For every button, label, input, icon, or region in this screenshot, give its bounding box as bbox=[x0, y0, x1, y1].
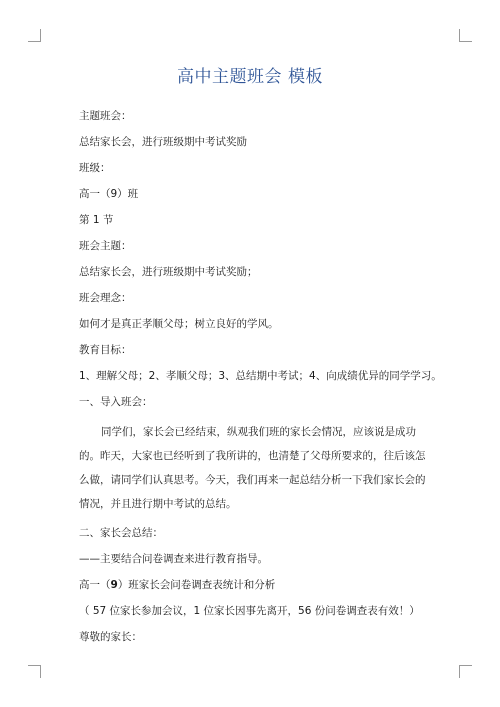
text-line: 总结家长会，进行班级期中考试奖励 bbox=[79, 136, 247, 148]
survey-prefix: 高一（ bbox=[79, 579, 111, 591]
text-line: 班级： bbox=[79, 162, 111, 174]
survey-class: 9 bbox=[110, 579, 118, 591]
crop-mark-bottom-right-h bbox=[459, 665, 472, 666]
text-line: 总结家长会，进行班级期中考试奖励； bbox=[79, 266, 258, 278]
crop-mark-top-right-h bbox=[459, 41, 472, 42]
text-line: 班会主题： bbox=[79, 240, 132, 252]
crop-mark-top-left-v bbox=[40, 29, 41, 42]
text-line: 主题班会： bbox=[79, 110, 132, 122]
text-line: 一、导入班会： bbox=[79, 396, 153, 408]
survey-note: （ 57 位家长参加会议，1 位家长因事先离开，56 份问卷调查表有效！） bbox=[79, 605, 420, 617]
text-line: 第 1 节 bbox=[79, 214, 114, 226]
text-line: 如何才是真正孝顺父母；树立良好的学风。 bbox=[79, 318, 279, 330]
document-body bbox=[79, 109, 442, 645]
crop-mark-bottom-right-v bbox=[459, 665, 460, 678]
text-line: 高一（9）班 bbox=[79, 188, 139, 200]
crop-mark-top-right-v bbox=[459, 29, 460, 42]
document-title: 高中主题班会 模板 bbox=[177, 67, 323, 87]
survey-suffix: ）班家长会问卷调查表统计和分析 bbox=[117, 579, 276, 591]
greeting: 尊敬的家长： bbox=[79, 631, 142, 643]
text-line: 1、理解父母；2、孝顺父母；3、总结期中考试；4、向成绩优异的同学学习。 bbox=[79, 370, 442, 382]
intro-paragraph: 同学们，家长会已经结束，纵观我们班的家长会情况，应该说是成功的。昨天，大家也已经听到了我所讲的，也清楚了父母所要求的，往后该怎么做，请同学们认真思考。今天，我们再来一起总结分析一下我们家长会的情况，并且进行期中考试的总结。 bbox=[79, 426, 426, 510]
crop-mark-bottom-left-v bbox=[40, 665, 41, 678]
text-line: ——主要结合问卷调查来进行教育指导。 bbox=[79, 553, 268, 565]
text-line: 班会理念： bbox=[79, 292, 132, 304]
survey-heading bbox=[79, 578, 435, 593]
text-line: 教育目标： bbox=[79, 344, 132, 356]
section-heading: 二、家长会总结： bbox=[79, 527, 163, 539]
